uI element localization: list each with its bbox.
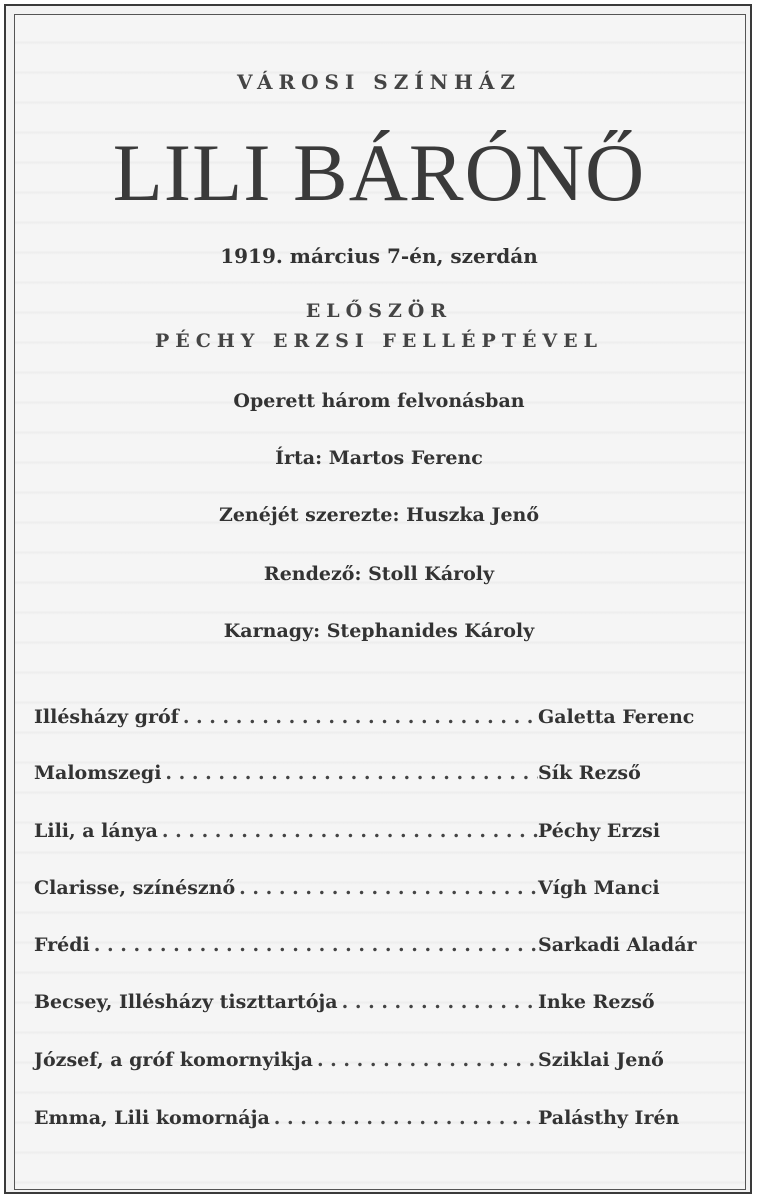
cast-row [34,1049,714,1075]
leader-dots [179,706,538,728]
first-performance-label: ELŐSZÖR [305,300,453,322]
cast-actor: Sarkadi Aladár [538,934,697,956]
cast-actor: Vígh Manci [538,877,660,899]
cast-actor: Sziklai Jenő [538,1049,664,1071]
leader-dots [270,1107,538,1129]
cast-actor: Palásthy Irén [538,1107,680,1129]
featuring-line: PÉCHY ERZSI FELLÉPTÉVEL [154,330,604,352]
cast-role: Emma, Lili komornája [34,1107,270,1129]
cast-row [34,1107,714,1133]
cast-row [34,706,714,732]
cast-role: József, a gróf komornyikja [34,1049,313,1071]
cast-actor: Sík Rezső [538,762,641,784]
performance-date: 1919. március 7-én, szerdán [220,244,538,268]
cast-actor: Galetta Ferenc [538,706,695,728]
show-title: LILI BÁRÓNŐ [112,127,646,218]
cast-role: Clarisse, színésznő [34,877,236,899]
composer-credit: Zenéjét szerezte: Huszka Jenő [218,504,540,526]
author-credit: Írta: Martos Ferenc [275,447,483,469]
cast-role: Lili, a lánya [34,820,158,842]
cast-actor: Inke Rezső [538,991,655,1013]
leader-dots [90,934,538,956]
leader-dots [235,877,538,899]
cast-role: Illésházy gróf [34,706,179,728]
leader-dots [338,991,538,1013]
leader-dots [313,1049,538,1071]
cast-actor: Péchy Erzsi [538,820,661,842]
cast-row [34,820,714,846]
conductor-credit: Karnagy: Stephanides Károly [223,620,535,642]
cast-role: Becsey, Illésházy tiszttartója [34,991,338,1013]
director-credit: Rendező: Stoll Károly [263,563,495,585]
genre-credit: Operett három felvonásban [233,390,525,412]
cast-row [34,762,714,788]
cast-row [34,877,714,903]
cast-row [34,991,714,1017]
cast-row [34,934,714,960]
cast-role: Malomszegi [34,762,162,784]
cast-role: Frédi [34,934,90,956]
venue-name: VÁROSI SZÍNHÁZ [237,70,521,94]
leader-dots [158,820,538,842]
leader-dots [161,762,538,784]
